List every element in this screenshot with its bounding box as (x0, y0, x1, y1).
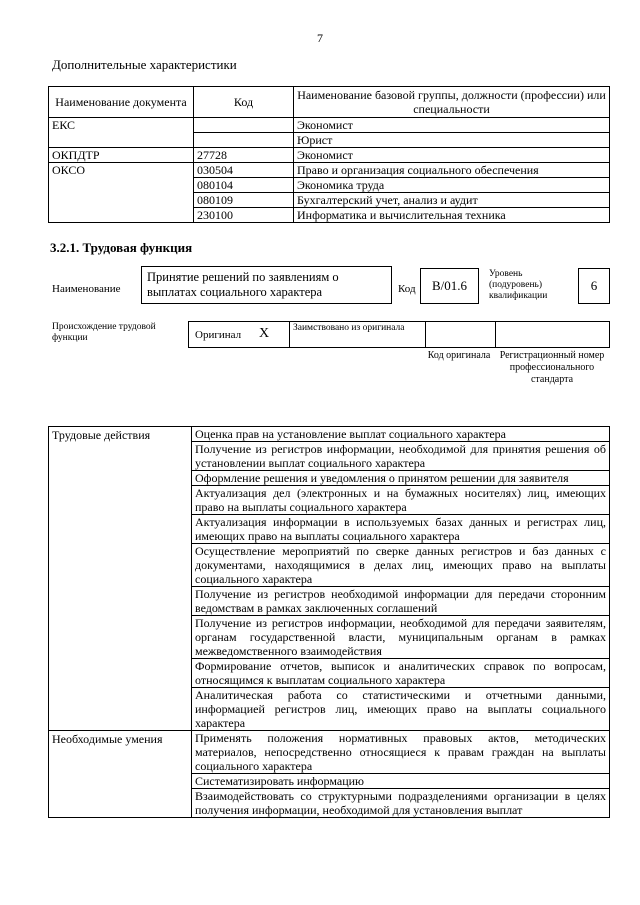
details-item: Систематизировать информацию (192, 774, 610, 789)
details-item: Формирование отчетов, выписок и аналитических справок по вопросам, относящимся к выплатам социального характера (192, 659, 610, 688)
group-name-cell: Экономист (294, 148, 610, 163)
labor-function-details-table (48, 426, 610, 818)
details-item: Взаимодействовать со структурными подразделениями организации в целях получения информации, необходимой для установления выплат (192, 789, 610, 818)
header-code: Код (194, 87, 294, 118)
additional-characteristics-table (48, 86, 610, 223)
code-cell: 080104 (194, 178, 294, 193)
level-value: 6 (590, 278, 598, 293)
original-mark: X (259, 326, 270, 341)
document-cell (49, 178, 194, 193)
details-item: Оценка прав на установление выплат социального характера (192, 427, 610, 442)
function-name-box (141, 266, 392, 304)
code-cell: 27728 (194, 148, 294, 163)
level-label: Уровень (подуровень) квалификации (489, 269, 548, 301)
details-row (49, 731, 610, 774)
additional-row (49, 208, 610, 223)
document-cell (49, 133, 194, 148)
code-cell: 080109 (194, 193, 294, 208)
header-document: Наименование документа (49, 87, 194, 118)
group-name-cell: Информатика и вычислительная техника (294, 208, 610, 223)
document-cell: ЕКС (49, 118, 194, 133)
additional-row (49, 193, 610, 208)
document-cell (49, 193, 194, 208)
borrowed-label: Заимствовано из оригинала (293, 323, 405, 333)
document-cell: ОКСО (49, 163, 194, 178)
details-item: Применять положения нормативных правовых актов, методических материалов, непосредственно относящиеся к правам граждан на выплаты социального характера (192, 731, 610, 774)
code-cell: 230100 (194, 208, 294, 223)
group-name-cell: Бухгалтерский учет, анализ и аудит (294, 193, 610, 208)
details-item: Актуализация дел (электронных и на бумажных носителях) лиц, имеющих право на выплаты социального характера (192, 486, 610, 515)
origin-label: Происхождение трудовой функции (52, 322, 156, 343)
header-group-name: Наименование базовой группы, должности (профессии) или специальности (294, 87, 610, 118)
additional-row (49, 118, 610, 133)
additional-characteristics-title: Дополнительные характеристики (52, 57, 237, 72)
code-cell (194, 133, 294, 148)
level-box (578, 268, 610, 304)
additional-row (49, 178, 610, 193)
group-name-cell: Экономика труда (294, 178, 610, 193)
function-name-value: Принятие решений по заявлениям о выплатах социального характера (147, 270, 339, 299)
group-name-cell: Экономист (294, 118, 610, 133)
group-name-cell: Право и организация социального обеспечения (294, 163, 610, 178)
details-item: Получение из регистров необходимой информации для передачи сторонним ведомствам в рамках заключенных соглашений (192, 587, 610, 616)
code-original-label: Код оригинала (427, 350, 491, 361)
original-label: Оригинал (195, 329, 242, 341)
page-number: 7 (317, 31, 323, 45)
details-item: Актуализация информации в используемых базах данных и регистрах лиц, имеющих право на выплаты социального характера (192, 515, 610, 544)
code-cell (194, 118, 294, 133)
document-cell: ОКПДТР (49, 148, 194, 163)
group-name-cell: Юрист (294, 133, 610, 148)
document-cell (49, 208, 194, 223)
code-value: B/01.6 (431, 278, 468, 293)
original-cell (189, 322, 290, 347)
additional-row (49, 163, 610, 178)
details-item: Аналитическая работа со статистическими и отчетными данными, информацией регистров лиц, имеющих право на выплаты социального характера (192, 688, 610, 731)
additional-row (49, 148, 610, 163)
name-label: Наименование (52, 283, 121, 295)
code-label: Код (398, 283, 416, 295)
details-item: Получение из регистров информации, необходимой для передачи заявителям, органам государственной власти, муниципальным органам в рамках межведомственного взаимодействия (192, 616, 610, 659)
details-category: Необходимые умения (49, 731, 192, 818)
details-item: Осуществление мероприятий по сверке данных регистров и баз данных с документами, находящимися в делах лиц, имеющих право на выплаты социального характера (192, 544, 610, 587)
code-cell: 030504 (194, 163, 294, 178)
code-original-cell (425, 322, 496, 347)
additional-row (49, 133, 610, 148)
labor-function-heading: 3.2.1. Трудовая функция (50, 240, 193, 255)
reg-number-cell (495, 322, 609, 347)
details-row (49, 427, 610, 442)
details-item: Получение из регистров информации, необходимой для принятия решения об установлении выплат социального характера (192, 442, 610, 471)
code-box (420, 268, 479, 304)
reg-number-label: Регистрационный номер профессионального стандарта (499, 350, 605, 385)
details-item: Оформление решения и уведомления о принятом решении для заявителя (192, 471, 610, 486)
details-category: Трудовые действия (49, 427, 192, 731)
origin-row (188, 321, 610, 348)
